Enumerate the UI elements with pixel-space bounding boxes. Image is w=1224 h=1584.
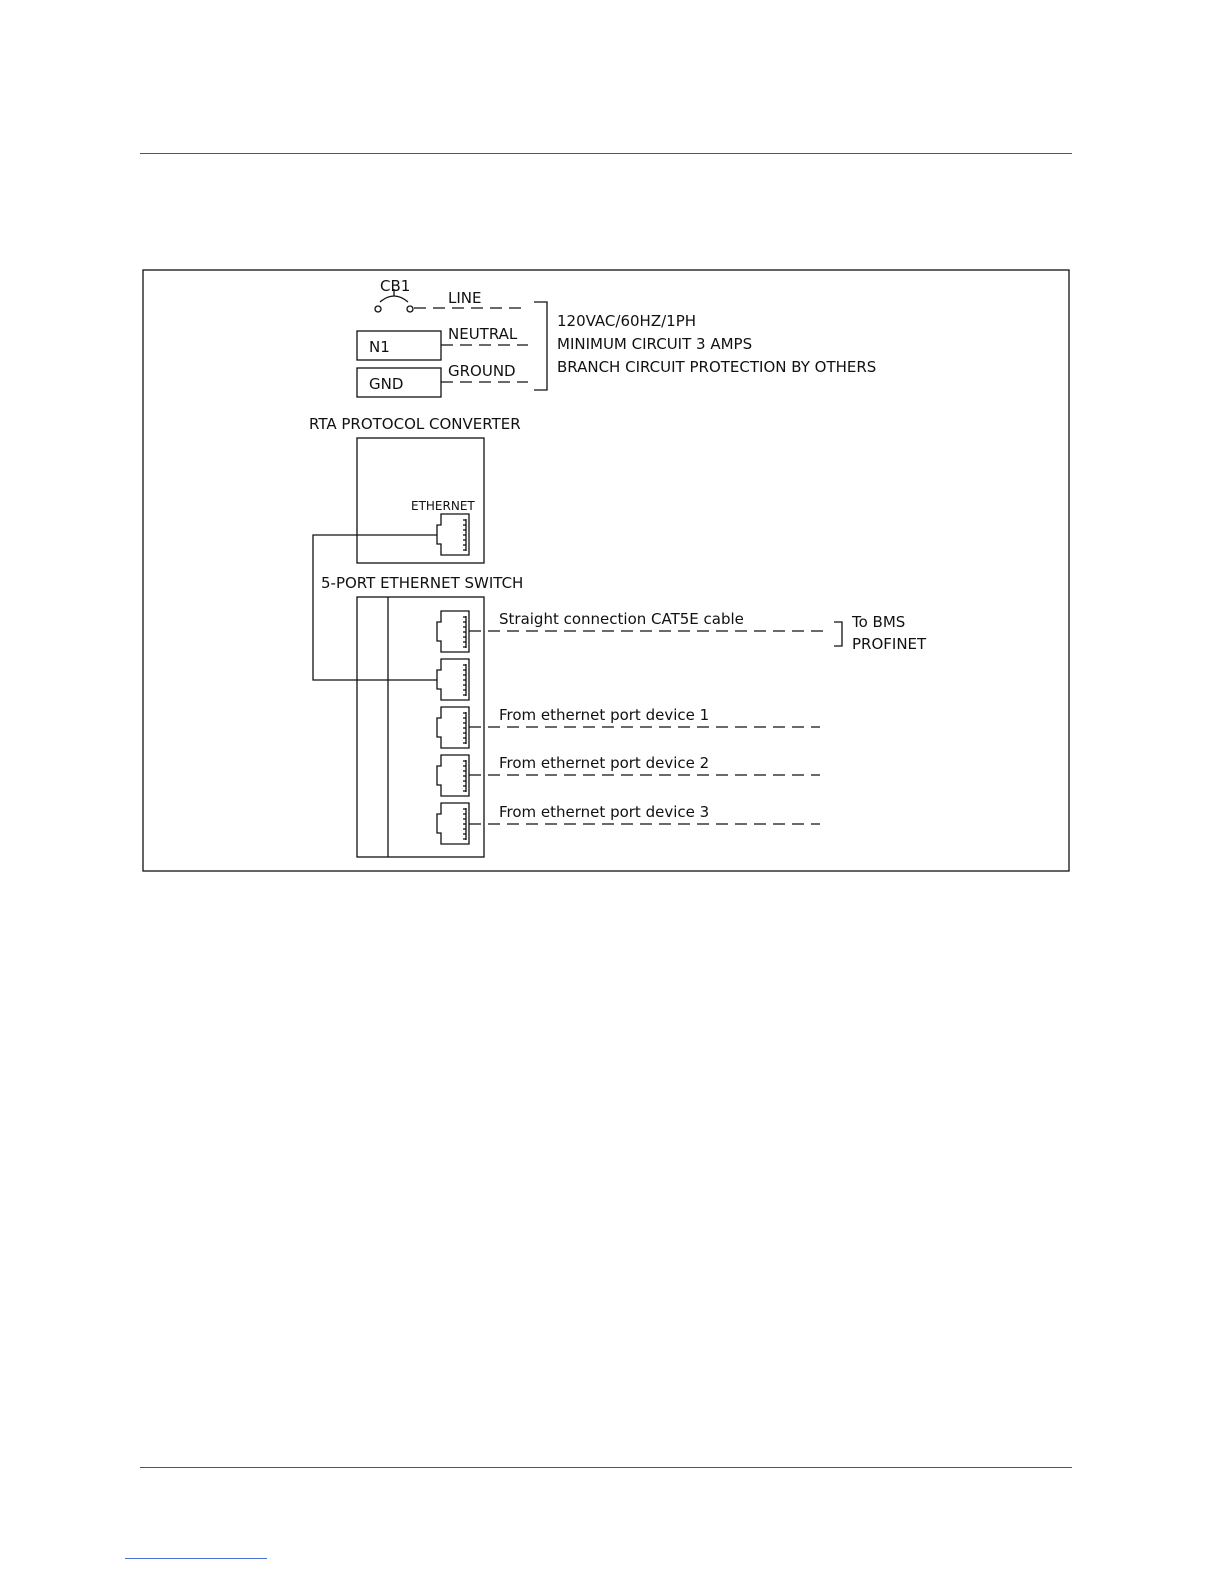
neutral-label: NEUTRAL <box>448 325 518 343</box>
switch-port-1-icon <box>437 611 469 652</box>
switch-port-2-icon <box>437 659 469 700</box>
switch-port-4-icon <box>437 755 469 796</box>
power-spec-line-1: 120VAC/60HZ/1PH <box>557 312 697 330</box>
gnd-label: GND <box>369 375 404 393</box>
ethernet-switch <box>357 597 484 857</box>
switch-title: 5-PORT ETHERNET SWITCH <box>321 574 524 592</box>
converter-title: RTA PROTOCOL CONVERTER <box>309 415 521 433</box>
device-3-label: From ethernet port device 3 <box>499 803 710 821</box>
port1-cable-label: Straight connection CAT5E cable <box>499 610 744 628</box>
device-2-label: From ethernet port device 2 <box>499 754 710 772</box>
power-spec-line-3: BRANCH CIRCUIT PROTECTION BY OTHERS <box>557 358 877 376</box>
bms-bracket <box>834 622 842 646</box>
converter-port-label: ETHERNET <box>411 499 475 513</box>
switch-port-5-icon <box>437 803 469 844</box>
bms-label-line-1: To BMS <box>852 613 906 631</box>
line-label: LINE <box>448 289 482 307</box>
breaker-label: CB1 <box>380 277 411 295</box>
switch-port-3-icon <box>437 707 469 748</box>
bms-label-line-2: PROFINET <box>852 635 927 653</box>
power-bracket <box>534 302 547 390</box>
patch-cable <box>313 535 437 680</box>
n1-label: N1 <box>369 338 390 356</box>
converter-ethernet-port-icon <box>437 514 469 555</box>
device-1-label: From ethernet port device 1 <box>499 706 710 724</box>
ground-label: GROUND <box>448 362 516 380</box>
power-spec-line-2: MINIMUM CIRCUIT 3 AMPS <box>557 335 753 353</box>
breaker-cb1 <box>375 277 413 312</box>
